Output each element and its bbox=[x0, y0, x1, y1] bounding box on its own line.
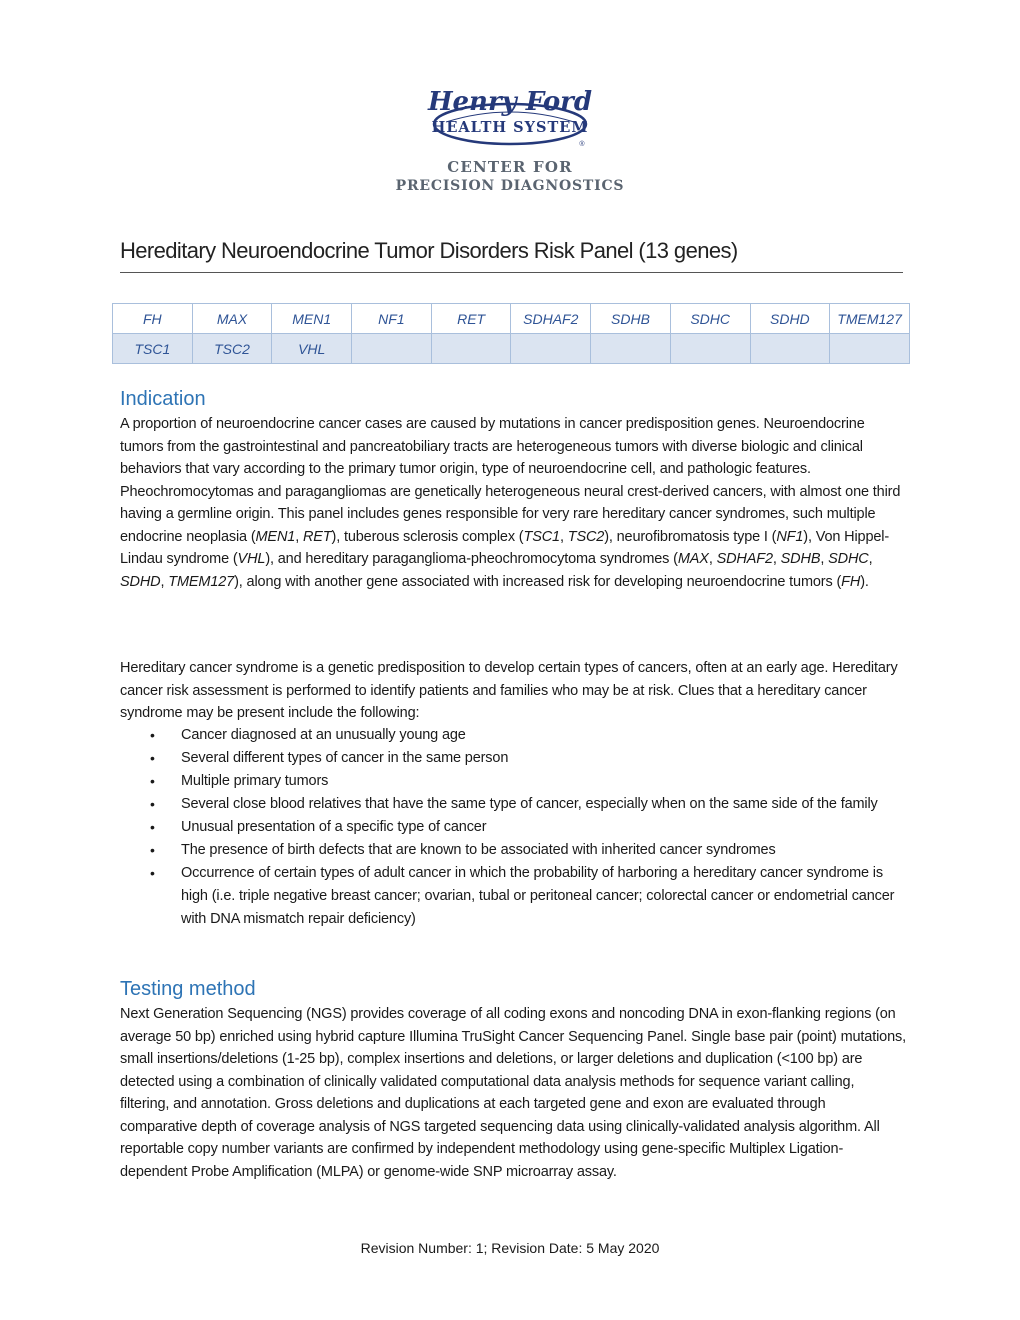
gene-name: NF1 bbox=[776, 528, 804, 545]
list-item bbox=[120, 862, 906, 931]
bullet-icon: • bbox=[150, 727, 155, 743]
gene-cell bbox=[670, 334, 750, 364]
testing-method-paragraph: Next Generation Sequencing (NGS) provides coverage of all coding exons and noncoding DNA in exon-flanking regions (on average 50 bp) enriched using hybrid capture Illumina TruSight Cancer Sequencing Panel. Single base pair (point) mutations, small insertions/deletions (1-25 bp), complex insertions and deletions, or larger deletions and duplication (<100 bp) are detected using a combination of clinically validated computational data analysis methods for sequence variant calling, filtering, and annotation. Gross deletions and duplications at each targeted gene and exon are evaluated through comparative depth of coverage analysis of NGS targeted sequencing data using clinically-validated analysis algorithm. All reportable copy number variants are confirmed by independent methodology using gene-specific Multiplex Ligation-dependent Probe Amplification (MLPA) or genome-wide SNP microarray assay. bbox=[120, 1006, 906, 1180]
list-item bbox=[120, 793, 906, 816]
gene-cell bbox=[431, 334, 511, 364]
text-run: ), Von Hippel-Lindau syndrome ( bbox=[120, 528, 890, 567]
gene-name: TMEM127 bbox=[168, 573, 235, 590]
list-item-text: Unusual presentation of a specific type of cancer bbox=[181, 819, 487, 835]
list-item bbox=[120, 747, 906, 770]
logo-brand-line1: Henry Ford bbox=[427, 88, 593, 117]
text-run: ), and hereditary paraganglioma-pheochromocytoma syndromes ( bbox=[265, 551, 678, 567]
indication-heading: Indication bbox=[120, 388, 206, 410]
text-run: A proportion of neuroendocrine cancer cases are caused by mutations in cancer predisposition genes. Neuroendocrine tumors from the gastrointestinal and pancreatobiliary tracts are heterogeneous tumors with diverse biologic and clinical behaviors that vary according to the primary tumor origin, type of neuroendocrine cell, and pathologic features. Pheochromocytomas and paragangliomas are genetically heterogeneous neural crest-derived cancers, with almost one third having a germline origin. This panel includes genes responsible for very rare hereditary cancer syndromes, such multiple endocrine neoplasia ( bbox=[120, 416, 901, 545]
bullet-icon: • bbox=[150, 865, 155, 881]
page-title: Hereditary Neuroendocrine Tumor Disorders Risk Panel (13 genes) bbox=[120, 236, 903, 273]
gene-cell: MEN1 bbox=[272, 304, 352, 334]
gene-cell bbox=[750, 334, 830, 364]
text-run: ), tuberous sclerosis complex ( bbox=[331, 528, 524, 545]
gene-cell bbox=[352, 334, 432, 364]
gene-cell: SDHB bbox=[591, 304, 671, 334]
logo-center-line2: PRECISION DIAGNOSTICS bbox=[395, 178, 625, 194]
gene-cell: NF1 bbox=[352, 304, 432, 334]
gene-cell: RET bbox=[431, 304, 511, 334]
henry-ford-logo bbox=[360, 88, 660, 196]
gene-cell: TSC2 bbox=[192, 334, 272, 364]
list-item-text: Several close blood relatives that have the same type of cancer, especially when on the same side of the family bbox=[181, 796, 878, 812]
text-run: , bbox=[559, 528, 568, 545]
gene-name: FH bbox=[841, 573, 861, 590]
gene-name: SDHB bbox=[780, 551, 821, 567]
gene-name: SDHAF2 bbox=[716, 551, 773, 567]
text-run: ). bbox=[860, 573, 869, 590]
gene-name: MEN1 bbox=[255, 528, 296, 545]
indication-paragraph-2: Hereditary cancer syndrome is a genetic predisposition to develop certain types of cancers, often at an early age. Hereditary cancer risk assessment is performed to identify patients and families who may be at risk. Clues that a hereditary cancer syndrome may be present include the following: bbox=[120, 660, 898, 721]
clues-list bbox=[120, 724, 906, 931]
logo-center-line1: CENTER FOR bbox=[447, 158, 573, 176]
gene-cell bbox=[591, 334, 671, 364]
text-run: , bbox=[772, 551, 781, 567]
revision-footer: Revision Number: 1; Revision Date: 5 May 2020 bbox=[360, 1240, 660, 1256]
gene-name: VHL bbox=[237, 551, 266, 567]
gene-name: RET bbox=[302, 528, 332, 545]
list-item bbox=[120, 839, 906, 862]
indication-paragraph-1 bbox=[120, 413, 906, 593]
bullet-icon: • bbox=[150, 750, 155, 766]
text-run: , bbox=[868, 551, 873, 567]
list-item bbox=[120, 816, 906, 839]
text-run: , bbox=[708, 551, 717, 567]
gene-cell: SDHD bbox=[750, 304, 830, 334]
list-item-text: Occurrence of certain types of adult cancer in which the probability of harboring a hereditary cancer syndrome is high (i.e. triple negative breast cancer; ovarian, tubal or peritoneal cancer; colorectal cancer or endometrial cancer with DNA mismatch repair deficiency) bbox=[181, 865, 895, 927]
gene-table bbox=[112, 303, 910, 364]
text-run: , bbox=[160, 573, 169, 590]
gene-cell bbox=[511, 334, 591, 364]
list-item-text: Cancer diagnosed at an unusually young age bbox=[181, 727, 466, 743]
text-run: , bbox=[295, 528, 303, 545]
bullet-icon: • bbox=[150, 796, 155, 812]
bullet-icon: • bbox=[150, 819, 155, 835]
gene-cell: VHL bbox=[272, 334, 352, 364]
list-item-text: Multiple primary tumors bbox=[181, 773, 329, 789]
bullet-icon: • bbox=[150, 773, 155, 789]
gene-name: SDHD bbox=[120, 573, 161, 590]
list-item bbox=[120, 724, 906, 747]
gene-cell: FH bbox=[113, 304, 193, 334]
logo-registered-mark: ® bbox=[579, 141, 585, 148]
gene-table-row bbox=[113, 334, 910, 364]
gene-name: MAX bbox=[677, 551, 709, 567]
gene-cell: TMEM127 bbox=[830, 304, 910, 334]
gene-cell: SDHAF2 bbox=[511, 304, 591, 334]
gene-name: SDHC bbox=[828, 551, 869, 567]
list-item-text: Several different types of cancer in the same person bbox=[181, 750, 509, 766]
text-run: ), neurofibromatosis type I ( bbox=[604, 528, 777, 545]
text-run: , bbox=[820, 551, 829, 567]
gene-name: TSC1 bbox=[523, 528, 560, 545]
gene-table-row bbox=[113, 304, 910, 334]
gene-cell: MAX bbox=[192, 304, 272, 334]
list-item bbox=[120, 770, 906, 793]
testing-method-heading: Testing method bbox=[120, 978, 256, 1000]
gene-cell: SDHC bbox=[670, 304, 750, 334]
text-run: ), along with another gene associated with increased risk for developing neuroendocrine tumors ( bbox=[234, 573, 842, 590]
gene-cell: TSC1 bbox=[113, 334, 193, 364]
bullet-icon: • bbox=[150, 842, 155, 858]
logo-brand-line2: HEALTH SYSTEM bbox=[431, 119, 589, 136]
list-item-text: The presence of birth defects that are known to be associated with inherited cancer syndromes bbox=[181, 842, 776, 858]
henry-ford-logo-graphic bbox=[360, 88, 660, 196]
gene-name: TSC2 bbox=[567, 528, 605, 545]
gene-cell bbox=[830, 334, 910, 364]
